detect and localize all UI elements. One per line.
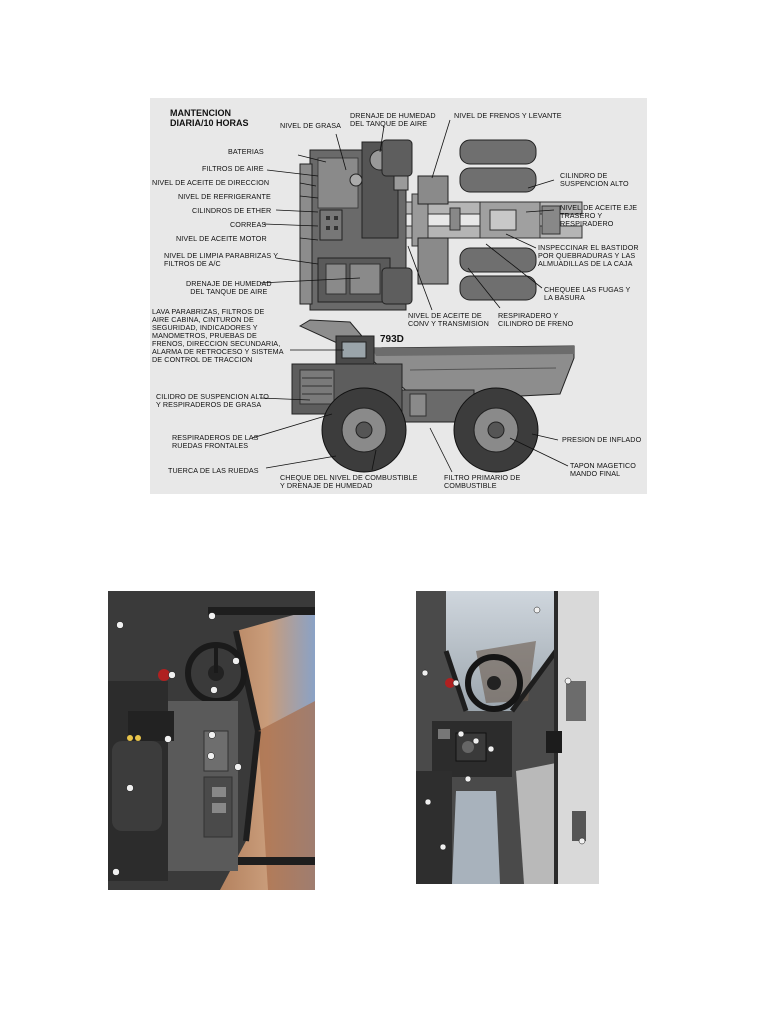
label-combustible [280, 474, 418, 490]
label-drenaje-tanque-top [350, 112, 436, 128]
label-presion-inflado: PRESION DE INFLADO [562, 435, 642, 444]
label-text: CONV Y TRANSMISION [408, 319, 489, 328]
label-filtros-aire: FILTROS DE AIRE [202, 164, 264, 173]
label-text: POR QUEBRADURAS Y LAS [538, 251, 636, 260]
label-fugas [544, 286, 630, 302]
label-aceite-motor: NIVEL DE ACEITE MOTOR [176, 234, 267, 243]
label-cilindro-susp [560, 172, 629, 188]
label-text: LAVA PARABRIZAS, FILTROS DE [152, 307, 265, 316]
label-bastidor [538, 244, 639, 268]
label-text: COMBUSTIBLE [444, 481, 497, 490]
label-text: SEGURIDAD, INDICADORES Y [152, 323, 258, 332]
label-resp-ruedas [172, 434, 259, 450]
label-nivel-grasa: NIVEL DE GRASA [280, 121, 342, 130]
label-tapon [570, 462, 636, 478]
label-text: MANDO FINAL [570, 469, 621, 478]
label-respiradero-freno [498, 312, 573, 328]
label-text: SUSPENCION ALTO [560, 179, 629, 188]
label-text: DRENAJE DE HUMEDAD [186, 279, 272, 288]
title-line-2: DIARIA/10 HORAS [170, 118, 249, 128]
label-text: TAPON MAGETICO [570, 461, 636, 470]
label-text: Y DRENAJE DE HUMEDAD [280, 481, 373, 490]
truck-model-label: 793D [380, 334, 404, 345]
label-aceite-direccion: NIVEL DE ACEITE DE DIRECCION [152, 178, 270, 187]
label-ether: CILINDROS DE ETHER [192, 206, 272, 215]
label-text: RUEDAS FRONTALES [172, 441, 249, 450]
label-text: NIVEL DE ACEITE EJE [560, 203, 638, 212]
label-text: CILINDRO DE FRENO [498, 319, 574, 328]
label-text: CHEQUEE LAS FUGAS Y [544, 285, 631, 294]
cab-photo-right-image [416, 591, 599, 884]
cab-photo-left-image [108, 591, 315, 890]
label-text: FILTROS DE A/C [164, 259, 221, 268]
label-text: INSPECCINAR EL BASTIDOR [538, 243, 639, 252]
label-text: DE CONTROL DE TRACCION [152, 355, 253, 364]
label-text: DRENAJE DE HUMEDAD [350, 111, 436, 120]
maintenance-diagram [150, 98, 647, 494]
label-correas: CORREAS [230, 220, 267, 229]
label-refrigerante: NIVEL DE REFRIGERANTE [178, 192, 271, 201]
label-aceite-eje [560, 204, 637, 228]
label-text: FILTRO PRIMARIO DE [444, 473, 521, 482]
label-filtro-primario [444, 474, 520, 490]
label-text: Y RESPIRADEROS DE GRASA [156, 400, 262, 409]
label-text: TRASERO Y [560, 211, 603, 220]
label-text: AIRE CABINA, CINTURON DE [152, 315, 254, 324]
label-text: CILINDRO DE [560, 171, 608, 180]
label-lava [152, 308, 284, 364]
label-baterias: BATERIAS [228, 147, 264, 156]
title-line-1: MANTENCION [170, 108, 231, 118]
label-drenaje-mid [186, 280, 272, 296]
label-text: NIVEL DE LIMPIA PARABRIZAS Y [164, 251, 279, 260]
cab-interior-photo-left [108, 591, 315, 890]
label-text: ALMUADILLAS DE LA CAJA [538, 259, 633, 268]
label-aceite-conv [408, 312, 489, 328]
label-nivel-frenos: NIVEL DE FRENOS Y LEVANTE [454, 111, 562, 120]
label-text: ALARMA DE RETROCESO Y SISTEMA [152, 347, 284, 356]
label-text: RESPIRADERO [560, 219, 614, 228]
cab-interior-photo-right [416, 591, 599, 884]
diagram-title [170, 108, 249, 128]
label-limpia [164, 252, 278, 268]
label-text: DEL TANQUE DE AIRE [350, 119, 428, 128]
label-text: FRENOS, DIRECCION SECUNDARIA, [152, 339, 281, 348]
label-text: CHEQUE DEL NIVEL DE COMBUSTIBLE [280, 473, 418, 482]
label-text: LA BASURA [544, 293, 585, 302]
label-text: RESPIRADEROS DE LAS [172, 433, 259, 442]
label-text: MANOMETROS, PRUEBAS DE [152, 331, 257, 340]
label-text: RESPIRADERO Y [498, 311, 559, 320]
label-tuerca: TUERCA DE LAS RUEDAS [168, 466, 259, 475]
label-cilidro-susp [156, 393, 269, 409]
label-text: NIVEL DE ACEITE DE [408, 311, 482, 320]
label-text: CILIDRO DE SUSPENCION ALTO [156, 392, 269, 401]
label-text: DEL TANQUE DE AIRE [190, 287, 268, 296]
